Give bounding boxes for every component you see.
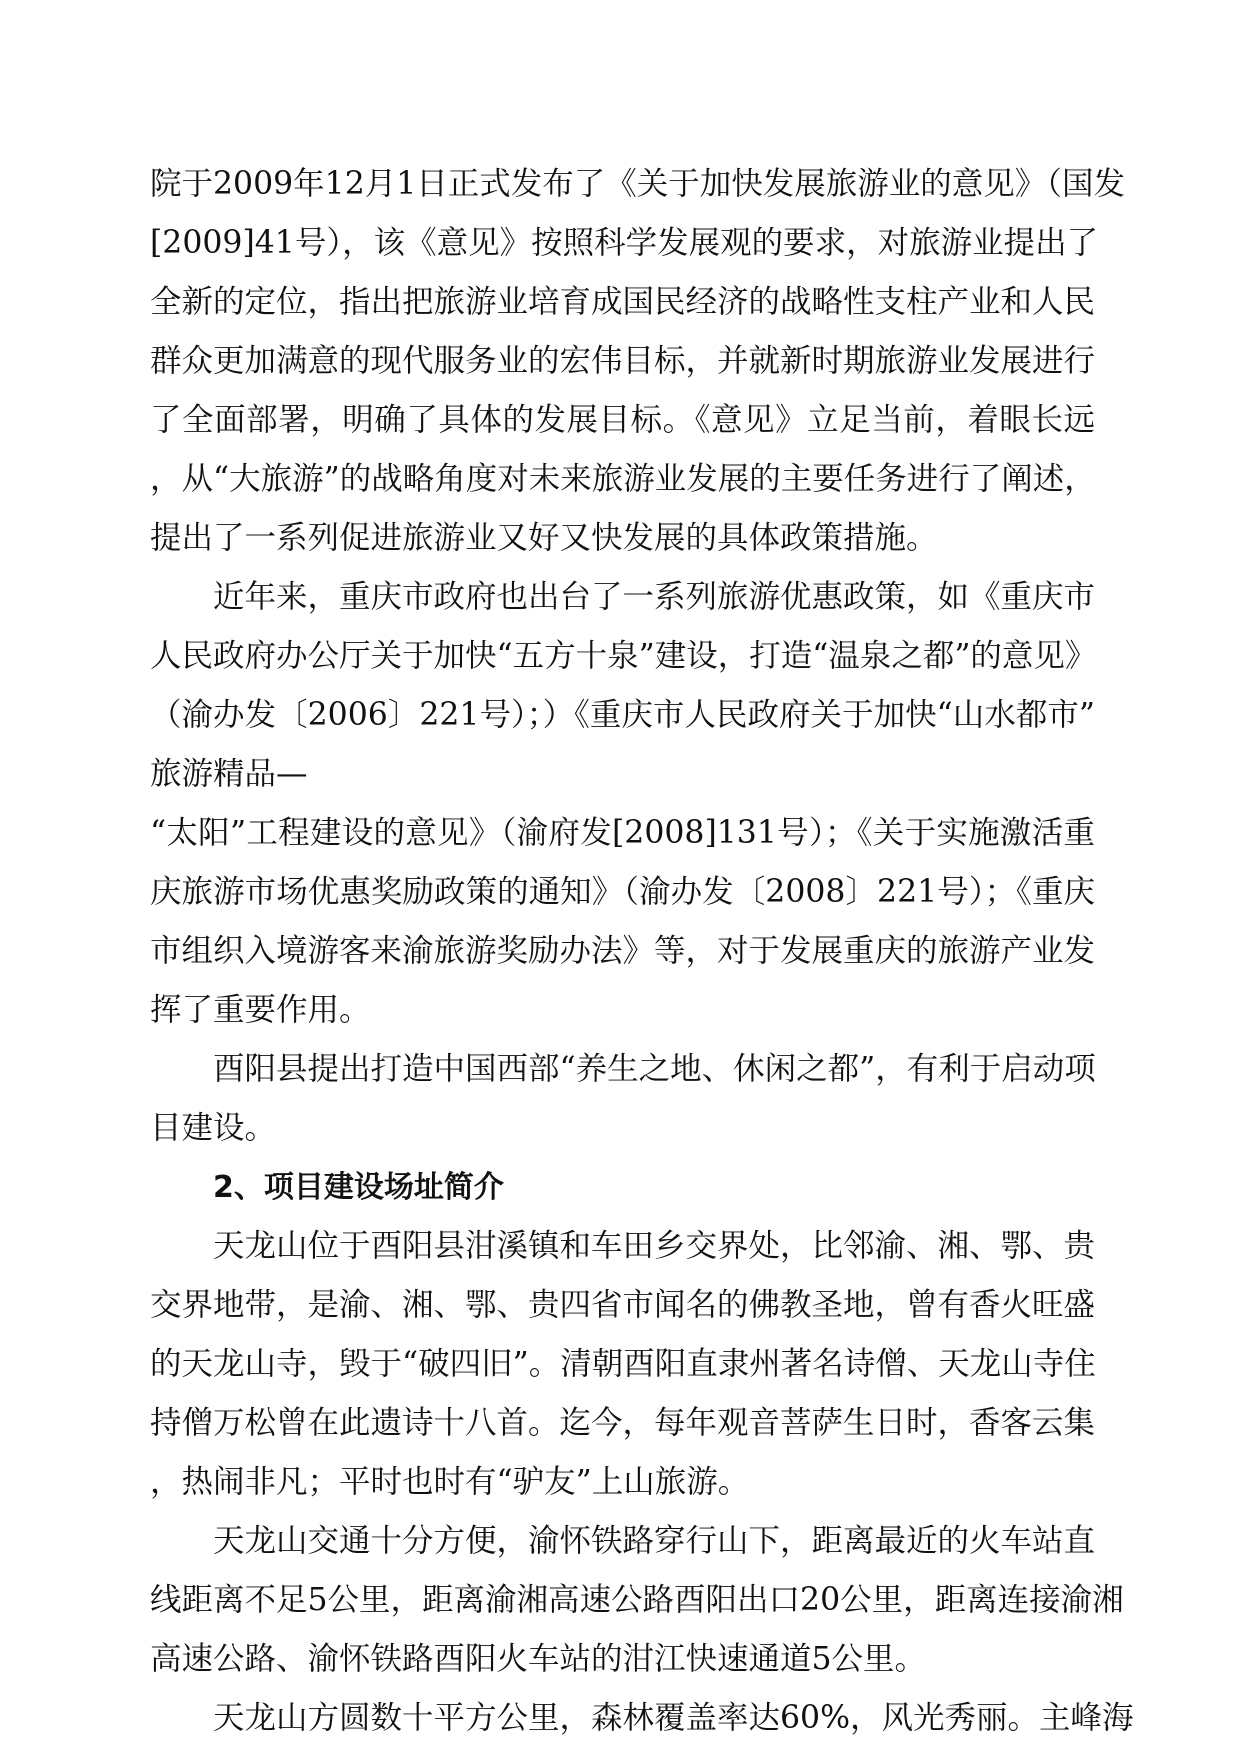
text-line: 交界地带，是渝、湘、鄂、贵四省市闻名的佛教圣地，曾有香火旺盛	[150, 1287, 1096, 1323]
text-line: 人民政府办公厅关于加快“五方十泉”建设，打造“温泉之都”的意见》	[150, 638, 1097, 674]
text-line: 提出了一系列促进旅游业又好又快发展的具体政策措施。	[150, 520, 938, 556]
text-line: 天龙山交通十分方便，渝怀铁路穿行山下，距离最近的火车站直	[213, 1523, 1096, 1559]
text-line: 的天龙山寺，毁于“破四旧”。清朝酉阳直隶州著名诗僧、天龙山寺住	[150, 1346, 1096, 1382]
text-line: 市组织入境游客来渝旅游奖励办法》等，对于发展重庆的旅游产业发	[150, 933, 1096, 969]
paragraph-youyang-goal	[150, 1040, 1095, 1158]
text-line: 了全面部署，明确了具体的发展目标。《意见》立足当前，着眼长远	[150, 402, 1095, 438]
paragraph-tianlong-transport	[150, 1512, 1124, 1689]
text-line: 庆旅游市场优惠奖励政策的通知》（渝办发〔2008〕221号）；《重庆	[150, 874, 1095, 910]
paragraph-tianlong-location	[150, 1217, 1095, 1512]
text-line: ，从“大旅游”的战略角度对未来旅游业发展的主要任务进行了阐述，	[150, 461, 1096, 497]
text-line: [2009]41号），该《意见》按照科学发展观的要求，对旅游业提出了	[150, 225, 1099, 261]
text-line: 群众更加满意的现代服务业的宏伟目标，并就新时期旅游业发展进行	[150, 343, 1096, 379]
text-line: 持僧万松曾在此遗诗十八首。迄今，每年观音菩萨生日时，香客云集	[150, 1405, 1096, 1441]
paragraph-chongqing-policies	[150, 568, 1095, 1040]
text-line: 天龙山方圆数十平方公里，森林覆盖率达60%，风光秀丽。主峰海	[213, 1700, 1134, 1736]
text-line: （渝办发〔2006〕221号）；）《重庆市人民政府关于加快“山水都市”	[150, 697, 1095, 733]
text-line: 旅游精品—	[150, 756, 308, 792]
text-line: “太阳”工程建设的意见》（渝府发[2008]131号）；《关于实施激活重	[150, 815, 1095, 851]
section-heading: 2、项目建设场址简介	[213, 1170, 504, 1205]
paragraph-tianlong-scenery	[150, 1689, 1134, 1748]
text-line: 线距离不足5公里，距离渝湘高速公路酉阳出口20公里，距离连接渝湘	[150, 1582, 1124, 1618]
text-line: 天龙山位于酉阳县泔溪镇和车田乡交界处，比邻渝、湘、鄂、贵	[213, 1228, 1096, 1264]
text-line: 酉阳县提出打造中国西部“养生之地、休闲之都”，有利于启动项	[213, 1051, 1096, 1087]
text-line: 全新的定位，指出把旅游业培育成国民经济的战略性支柱产业和人民	[150, 284, 1096, 320]
document-page	[150, 155, 1134, 1748]
text-line: 院于2009年12月1日正式发布了《关于加快发展旅游业的意见》（国发	[150, 166, 1126, 202]
text-line: 目建设。	[150, 1110, 277, 1146]
text-line: ，热闹非凡；平时也时有“驴友”上山旅游。	[150, 1464, 750, 1500]
text-line: 近年来，重庆市政府也出台了一系列旅游优惠政策，如《重庆市	[213, 579, 1096, 615]
text-line: 挥了重要作用。	[150, 992, 371, 1028]
text-line: 高速公路、渝怀铁路酉阳火车站的泔江快速通道5公里。	[150, 1641, 927, 1677]
paragraph-state-council-opinion	[150, 155, 1126, 568]
